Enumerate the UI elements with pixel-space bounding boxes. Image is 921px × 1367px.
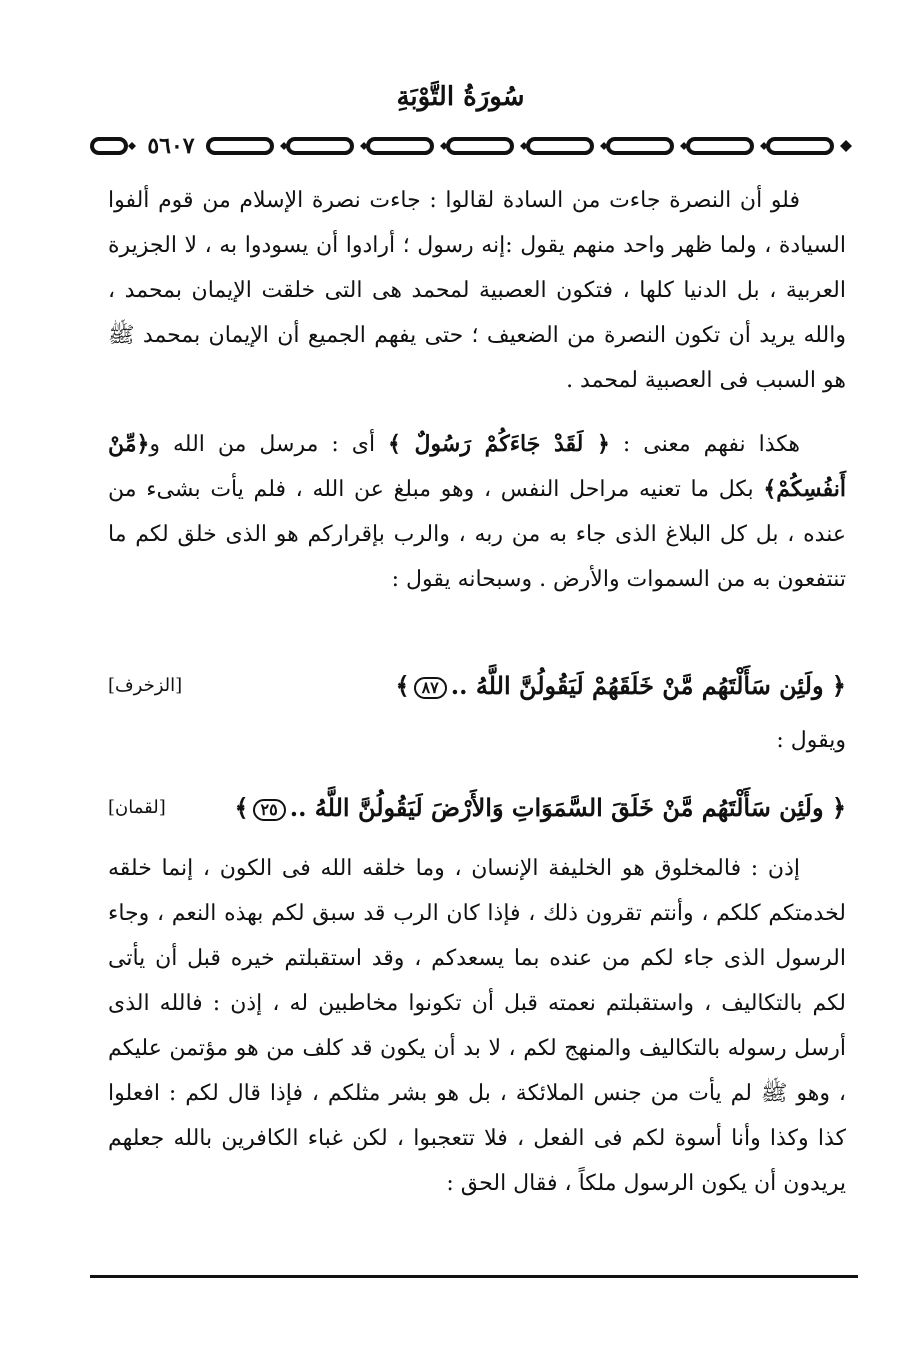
verse-zukhruf-close: ﴾ [395, 671, 410, 700]
surah-reference-luqman: [لقمان] [108, 797, 166, 818]
surah-reference-zukhruf: [الزخرف] [108, 675, 183, 696]
quran-quote-2: ﴿مِّنْ أَنفُسِكُمْ﴾ [108, 431, 846, 502]
verse-luqman [108, 786, 846, 830]
paragraph-3: إذن : فالمخلوق هو الخليفة الإنسان ، وما خلقه الله فى الكون ، إنما خلقه لخدمتكم كلكم ، وأنتم تقرون ذلك ، فإذا كان الرب قد سبق لكم بهذه النعم ، وجاء الرسول الذى جاء لكم من عنده بما يسعدكم ، وقد استقبلتم خيره قبل أن يأتى لكم بالتكاليف ، واستقبلتم نعمته قبل أن تكونوا مخاطبين له ، إذن : فالله الذى أرسل رسوله بالتكاليف والمنهج لكم ، لا بد أن يكون قد كلف من هو مؤتمن عليكم ، وهو ﷺ لم يأت من جنس الملائكة ، بل هو بشر مثلكم ، فإذا قال لكم : افعلوا كذا وكذا وأنا أسوة لكم فى الفعل ، فلا تتعجبوا ، لكن غباء الكافرين بالله جعلهم يريدون أن يكون الرسول ملكاً ، فقال الحق : [108, 856, 846, 1196]
verse-luqman-words: ﴿ ولَئِن سَأَلْتَهُم مَّنْ خَلَقَ السَّمَوَاتِ وَالأَرْضَ لَيَقُولُنَّ اللَّهُ .. [289, 793, 846, 822]
ayah-number-87: ٨٧ [414, 677, 447, 699]
verse-zukhruf-text [396, 664, 847, 708]
quran-quote-1: ﴿ لَقَدْ جَاءَكُمْ رَسُولٌ ﴾ [388, 431, 610, 457]
paragraph-1: فلو أن النصرة جاءت من السادة لقالوا : جاءت نصرة الإسلام من قوم ألفوا السيادة ، ولما ظهر واحد منهم يقول :إنه رسول ؛ أرادوا أن يسودوا به ، لا الجزيرة العربية ، بل الدنيا كلها ، فتكون العصبية لمحمد هى التى خلقت الإيمان بمحمد ، والله يريد أن تكون النصرة من الضعيف ؛ حتى يفهم الجميع أن الإيمان بمحمد ﷺ هو السبب فى العصبية لمحمد . [108, 188, 846, 393]
paragraph-2-part-2: أى : مرسل من الله و [149, 432, 389, 457]
surah-title: سُورَةُ التَّوْبَةِ [396, 82, 525, 112]
verse-zukhruf-words: ﴿ ولَئِن سَأَلْتَهُم مَّنْ خَلَقَهُمْ لَيَقُولُنَّ اللَّهُ .. [450, 671, 846, 700]
paragraph-2-part-1: هكذا نفهم معنى : [609, 432, 801, 457]
page-number: ٥٦٠٧ [136, 134, 206, 158]
paragraph-2 [108, 422, 846, 602]
verse-luqman-close: ﴾ [234, 793, 249, 822]
verse-zukhruf [108, 664, 846, 708]
paragraph-2-part-3: بكل ما تعنيه مراحل النفس ، وهو مبلغ عن الله ، فلم يأت بشىء من عنده ، بل كل البلاغ الذى جاء به من ربه ، والرب بإقراركم هو الذى خلق لكم ما تنتفعون به من السموات والأرض . وسبحانه يقول : [108, 477, 846, 592]
verse-luqman-text [234, 786, 846, 830]
footer-rule [90, 1275, 858, 1278]
say-again-line: ويقول : [776, 728, 846, 753]
ayah-number-25: ٢٥ [253, 799, 286, 821]
